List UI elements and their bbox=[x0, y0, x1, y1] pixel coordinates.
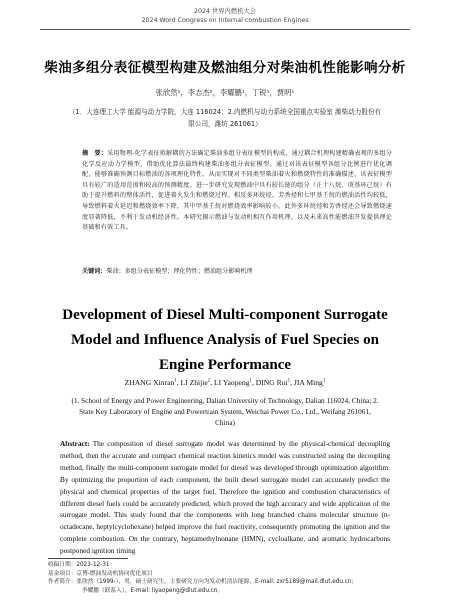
abstract-en-text: The composition of diesel surrogate model was determined by the physical-chemical decoupling method, then the accurate and compact chemical reaction kinetics model was constructed using the decoupling method, finally the multi-component surrogate model for diesel was developed through optimization algorithm. By optimizing the proportion of each component, the built diesel surrogate model can accurately predict the physical and chemical properties of the target fuel. Therefore the ignition and combustion characteristics of different diesel fuels could be accurately predicted, which proved the high accuracy and wide application of the surrogate model. This study found that the components with long branched chains molecular structure (n-octadecane, heptylcyclohexane) helped improve the fuel reactivity, consequently promoting the ignition and the complete combustion. On the contrary, heptamethylnonane (HMN), cycloalkane, and aromatic hydrocarbons postponed ignition timing bbox=[60, 439, 390, 556]
abstract-cn bbox=[82, 149, 392, 234]
conference-name-cn: 2024 世界内燃机大会 bbox=[193, 8, 257, 15]
author-affil-mark: 1 bbox=[322, 378, 326, 384]
author-name: , LI Zhijie bbox=[176, 378, 208, 387]
author-affil-mark: 1 bbox=[174, 378, 177, 384]
header-rule bbox=[40, 29, 410, 30]
affiliation-cn-line-2: 限公司，潍坊 261061） bbox=[188, 120, 262, 128]
title-en-line-2: Model and Influence Analysis of Fuel Species on bbox=[71, 332, 379, 348]
title-en-line-3: Engine Performance bbox=[158, 357, 292, 373]
title-en bbox=[0, 303, 450, 378]
keywords-cn bbox=[82, 266, 392, 275]
footnote-fund: 基金项目：京博-燃油发动机协同优化项目 bbox=[48, 570, 153, 577]
abstract-en-label: Abstract: bbox=[60, 439, 90, 448]
authors-en bbox=[0, 378, 450, 387]
footnote-rule bbox=[48, 558, 128, 559]
conference-header bbox=[0, 7, 450, 25]
affiliation-cn-line-1: （1．大连理工大学 能源与动力学院，大连 116024；2.内燃机与动力系统全国重点实验室 潍柴动力股份有 bbox=[68, 108, 382, 116]
author-affil-mark: 1 bbox=[249, 378, 252, 384]
keywords-cn-text: 柴油；多组分表征模型；理化特性；燃油组分影响机理 bbox=[106, 268, 253, 275]
authors-cn: 张欣然¹，李志杰²，李耀鹏¹，丁锐¹，贾明¹ bbox=[155, 88, 295, 97]
footnote-author-1: 作者简介：张欣然（1999-），男，硕士研究生，主要研究方向为发动机清洁能源，E-mail: zxr5189@mail.dlut.edu.cn； bbox=[48, 579, 358, 585]
footnote-received: 收稿日期：2023-12-31 bbox=[48, 562, 110, 568]
author-name: ZHANG Xinran bbox=[124, 378, 175, 387]
title-en-line-1: Development of Diesel Multi-component Surrogate bbox=[62, 307, 388, 323]
keywords-cn-label: 关键词： bbox=[82, 268, 107, 275]
author-name: , LI Yaopeng bbox=[210, 378, 250, 387]
footnote-author-2: 李耀鹏（联系人），E-mail: liyaopeng@dlut.edu.cn。 bbox=[82, 587, 224, 594]
author-affil-mark: 2 bbox=[207, 378, 211, 384]
conference-name-en: 2024 Word Congress on Internal combustion Engines bbox=[141, 17, 309, 24]
footnote bbox=[48, 561, 418, 595]
title-cn: 柴油多组分表征模型构建及燃油组分对柴油机性能影响分析 bbox=[44, 60, 406, 76]
author-affil-mark: 1 bbox=[287, 378, 291, 384]
author-name: , JIA Ming bbox=[290, 378, 323, 387]
abstract-en bbox=[60, 438, 390, 557]
affiliation-cn bbox=[0, 106, 450, 130]
abstract-cn-text: 采用物理-化学表征拟解耦的方法确定柴油多组分表征模型的构成，通过耦合机理构建精确表观的多组分化学反应动力学模型，借助优化算法最终构建柴油多组分表征模型。通过对该表征模型各组分比例进行优化调配，能够准确预测目标燃油的各项理化特性，从而实现对不同类型柴油着火和燃烧特性的准确描述，该表征模型具有较广的适用范围和较高的预测精度。进一步研究发现燃油中具有较长链的组分（正十八烷、庚基环己烷）有助于提升燃料的整体活性，促进着火发生和燃烧过程。相反多环烷烃、芳香烃和七甲基壬烷的燃油活性均较低，导致燃料着火延迟和燃烧效率下降，其中甲基壬烷对燃烧效率影响较小。此外多环烷烃和芳香烃还会导致燃烧速度显著降低，不利于发动机经济性。本研究揭示燃油与发动机相互作用机理，以及未来高性能燃油开发提供理论基础和有效工具。 bbox=[82, 150, 392, 232]
abstract-cn-label: 摘 要： bbox=[82, 150, 108, 157]
affiliation-en: (1. School of Energy and Power Engineering, Dalian University of Technology, Dalian 116024, China; 2. State Key Laboratory of Engine and Powertrain System, Weichai Power Co., Ltd., Weifang 261061, China) bbox=[71, 396, 379, 427]
author-name: , DING Rui bbox=[251, 378, 288, 387]
